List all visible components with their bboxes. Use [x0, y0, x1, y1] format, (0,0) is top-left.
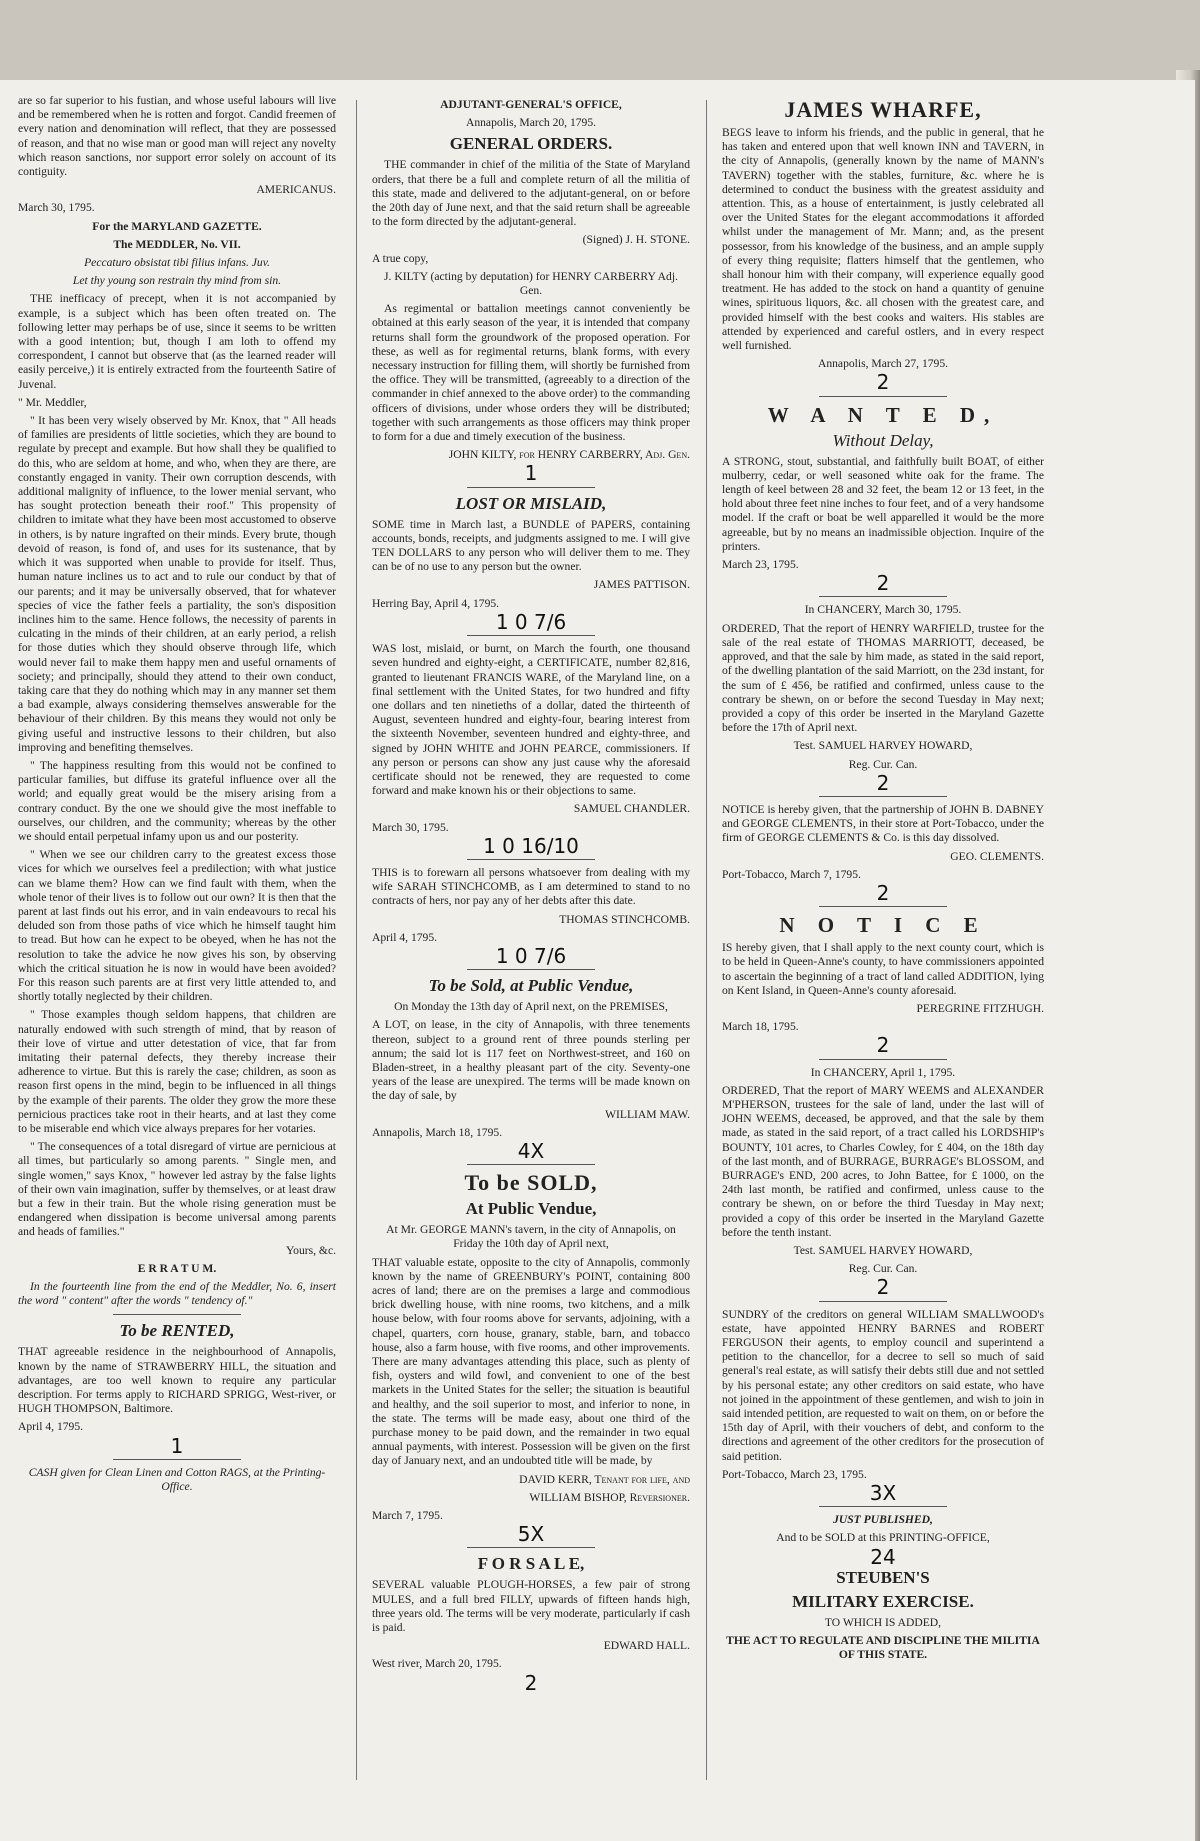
date-line: Herring Bay, April 4, 1795. — [372, 596, 500, 610]
lost-text: SOME time in March last, a BUNDLE of PAPERS, containing accounts, bonds, receipts, and judgments assigned to me. I will give TEN DOLLARS to any person who will deliver them to me. They can be of no use to any person but the owner. — [372, 517, 690, 574]
date-line: Annapolis, March 27, 1795. — [817, 357, 949, 371]
divider — [467, 635, 594, 636]
signature: JAMES PATTISON. — [593, 578, 690, 592]
signed-line: (Signed) J. H. STONE. — [582, 233, 690, 247]
divider — [113, 1314, 240, 1315]
date-line: March 30, 1795. — [372, 820, 449, 834]
column-middle — [372, 94, 690, 1695]
divider — [819, 906, 948, 907]
divider — [113, 1459, 240, 1460]
chancery-text: ORDERED, That the report of HENRY WARFIELD, trustee for the sale of the real estate of THOMAS MARRIOTT, deceased, be approved, and that the sale by him made, as stated in the said report, of the dwelling plantation of the said Marriott, on the 23d instant, for the sum of £ 456, be ratified and confirmed, unless cause to the contrary be shewn, on or before the second Tuesday in May next; provided a copy of this order be inserted in the Maryland Gazette before the 17th of April next. — [722, 621, 1044, 735]
wanted-subheading: Without Delay, — [832, 430, 934, 450]
signature: GEO. CLEMENTS. — [950, 849, 1044, 863]
handwritten-mark: 2 — [876, 370, 890, 395]
meddler-paragraph: " Those examples though seldom happens, that children are naturally endowed with such strength of mind, that by reason of their love of virtue and utter detestation of vice, that far from imitating their paternal defects, they thereby increase their adherence to virtue. But this is rarely the case; children, as soon as reason first opens in the mind, begin to be influenced in all things by the example of their parents. The older they grow the more these pernicious practices take root in their hearts, and at last they come to be miserable end which vice always prepares for her votaries. — [18, 1008, 336, 1136]
book-title: STEUBEN'S — [836, 1567, 930, 1587]
rent-heading: To be RENTED, — [119, 1321, 235, 1341]
published-heading: JUST PUBLISHED, — [833, 1513, 933, 1527]
signature: WILLIAM BISHOP, Reversioner. — [529, 1490, 690, 1504]
office-heading: ADJUTANT-GENERAL'S OFFICE, — [440, 98, 622, 111]
sundry-text: SUNDRY of the creditors on general WILLIAM SMALLWOOD's estate, have appointed HENRY BARNES and ROBERT FERGUSON their agents, to employ council and superintend a petition to the chancellor, for a decree to sell so much of said general's real estate, as will satisfy their debts still due and not settled by his personal estate; any other creditors on said estate, who have not joined in the appointment of these gentlemen, and wish to join in said intended petition, are requested to wait on them, on or before the 15th day of April, with their vouchers of debt, and conform to the directions and agreement of the other creditors for the prosecution of said petition. — [722, 1307, 1044, 1463]
meddler-paragraph: THE inefficacy of precept, when it is not accompanied by example, is a subject which has been often treated on. The following letter may perhaps be of use, since it seems to be written with a good intention; but, though I am loth to offend my correspondent, I cannot but observe that (as the learned reader will easily perceive,) it is entirely extracted from the fourteenth Satire of Juvenal. — [18, 292, 336, 391]
handwritten-mark: 2 — [876, 571, 890, 596]
chancery-heading: In CHANCERY, April 1, 1795. — [810, 1065, 956, 1079]
top-scan-margin — [0, 0, 1200, 80]
date-line: Port-Tobacco, March 7, 1795. — [722, 867, 861, 881]
handwritten-mark: 2 — [876, 1275, 890, 1300]
date-line: March 30, 1795. — [18, 201, 95, 215]
divider — [819, 796, 948, 797]
column-rule — [356, 100, 357, 1780]
orders-text: THE commander in chief of the militia of the State of Maryland orders, that there be a full and complete return of all the militia of this state, made and delivered to the adjutant-general, on or before the 20th day of June next, and that the said return shall be agreeable to the form directed by the adjutant-general. — [372, 158, 690, 229]
vendue-heading: To be Sold, at Public Vendue, — [428, 976, 634, 996]
handwritten-mark: 1 0 7/6 — [495, 609, 567, 634]
section-heading: For the MARYLAND GAZETTE. — [92, 219, 262, 233]
handwritten-mark: 2 — [876, 880, 890, 905]
handwritten-mark: 2 — [876, 1033, 890, 1058]
wanted-text: A STRONG, stout, substantial, and faithfully built BOAT, of either mulberry, cedar, or well seasoned white oak for the frame. The length of keel between 28 and 32 feet, the beam 12 or 13 feet, in the hold about three feet nine inches to four feet, and of a very handsome model. If the craft or boat be well apparelled it would be the more agreeable, but by no means an inadmissible objection. Inquire of the printers. — [722, 454, 1044, 553]
meddler-salutation: " Mr. Meddler, — [18, 395, 87, 409]
handwritten-mark: 5X — [517, 1522, 545, 1547]
vendue-subheading: On Monday the 13th day of April next, on the PREMISES, — [394, 1000, 668, 1014]
notice-text: IS hereby given, that I shall apply to the next county court, which is to be held in Queen-Anne's county, to have commissioners appointed to ascertain the beginning of a tract of land called ADDITION, lying on Kent Island, in Queen-Anne's county aforesaid. — [722, 941, 1044, 997]
meddler-paragraph: " It has been very wisely observed by Mr. Knox, that " All heads of families are presidents of little societies, which they are bound to regulate by precept and example. But how shall they be qualified to do this, who are seldom at home, and who, when they are there, are constantly engaged in vanity. Their own corruption descends, with additional malignity of influence, to the lower menial servant, who has sought protection beneath their roof." This propensity of children to imitate what they have been most accustomed to observe in others, is by nature ingrafted on their minds. Every brute, though devoid of reason, is fond of, and uses for its sustenance, that by which it was supported when unable to provide for itself. Thus, human nature inclines us to act and to rule our conduct by that of our parents; and it may be universally observed, that for whatever species of vice the father feels a partiality, the son's disposition inclines him to the same. Hence follows, the necessity of parents in culcating in the minds of their children, at an early period, a relish for those duties which they should observe through life, which would never fail to make them happy men and useful ornaments of society; and principally, should they attend to their own conduct, taking care that they do nothing which may in any manner set them a bad example, always considering themselves answerable for the behaviour of their children. By this means they would not only be giving useful and instructive lessons to their children, but also improving and benefiting themselves. — [18, 414, 336, 754]
signature: EDWARD HALL. — [603, 1639, 690, 1653]
meddler-heading: The MEDDLER, No. VII. — [113, 237, 241, 251]
published-subheading: And to be SOLD at this PRINTING-OFFICE, — [776, 1531, 990, 1545]
date-line: April 4, 1795. — [18, 1420, 84, 1434]
notice-text: NOTICE is hereby given, that the partnership of JOHN B. DABNEY and GEORGE CLEMENTS, in their store at Port-Tobacco, under the firm of GEORGE CLEMENTS & Co. is this day dissolved. — [722, 802, 1044, 845]
motto-english: Let thy young son restrain thy mind from sin. — [72, 274, 282, 288]
wharfe-text: BEGS leave to inform his friends, and the public in general, that he has taken and entered upon that well known INN and TAVERN, in the city of Annapolis, (generally known by the name of MANN's TAVERN) together with the stables, furniture, &c. where he is determined to conduct the business with the greatest assiduity and attention. This, as a house of entertainment, is justly celebrated all over the United States for the elegant accommodations it afforded whilst under the management of Mr. Mann; and, as the present possessor, from his knowledge of the business, and an ample supply of every thing requisite; flatters himself that the gentlemen, who shall honour him with their company, will experience equally good treatment. He has added to the stock on hand a quantity of genuine wines, spirituous liquors, &c. all chosen with the greatest care, and provided himself with the best cooks and waiters. His stables are attended by experienced and careful ostlers, and in every respect well furnished. — [722, 126, 1044, 353]
test-line: Test. SAMUEL HARVEY HOWARD, — [793, 1244, 973, 1257]
date-line: Port-Tobacco, March 23, 1795. — [722, 1467, 867, 1481]
erratum-heading: E R R A T U M. — [137, 1261, 217, 1275]
notice-heading: N O T I C E — [779, 913, 987, 938]
newspaper-page — [0, 80, 1195, 1841]
divider — [819, 396, 948, 397]
sold-subheading: At Public Vendue, — [465, 1199, 597, 1219]
date-line: West river, March 20, 1795. — [372, 1657, 502, 1671]
test-line: Test. SAMUEL HARVEY HOWARD, — [793, 739, 973, 753]
date-line: Annapolis, March 18, 1795. — [372, 1125, 503, 1139]
sold-location: At Mr. GEORGE MANN's tavern, in the city of Annapolis, on Friday the 10th day of April next, — [386, 1223, 676, 1251]
signature: SAMUEL CHANDLER. — [573, 802, 690, 816]
erratum-text: In the fourteenth line from the end of the Meddler, No. 6, insert the word " content" after the words " tendency of." — [18, 1280, 336, 1308]
wharfe-heading: JAMES WHARFE, — [784, 97, 982, 122]
stinchcomb-text: THIS is to forewarn all persons whatsoever from dealing with my wife SARAH STINCHCOMB, as I am determined to stand to no contracts of hers, nor pay any of her debts after this date. — [372, 865, 690, 908]
sold-text: THAT valuable estate, opposite to the city of Annapolis, commonly known by the name of GREENBURY's POINT, containing 800 acres of land; there are on the premises a large and commodious brick dwelling house, with nine rooms, two kitchens, and a milk house below, with four rooms above for servants, adjoining, with a chapel, quarters, corn house, granary, stable, barn, and tobacco house, also a farm house, with five rooms, and other improvements. There are many advantages attending this place, such as plenty of fish, oysters and wild fowl, and convenient to one of the best markets in the United States for the seller; the situation is beautiful and healthy, and the soil superior to most, and inferior to none, in the state. The terms will be made easy, about one third of the purchase money to be paid down, and the remainder in two equal annual payments, with interest. Possession will be given on the first day of January next, and an undoubted title will be made, by — [372, 1255, 690, 1468]
divider — [819, 1059, 948, 1060]
column-rule — [706, 100, 707, 1780]
book-title: MILITARY EXERCISE. — [792, 1591, 974, 1611]
handwritten-mark: 1 0 16/10 — [483, 833, 579, 858]
meddler-paragraph: " When we see our children carry to the greatest excess those vices for which we ourselves feel a predilection; with what justice can we blame them? How can we find fault with them, when the whole tenor of their lives is to follow out our own? It is then that the parent at last finds out his error, and in vain endeavours to recal his deluded son from those paths of vice which he himself taught him to tread. But how can he expect to be obeyed, when he has not the resolution to take the advice he now gives his son, by observing which the critical situation he is now in would have been avoided? For this reason such parents are at first very little attended to, and shortly totally neglected by their children. — [18, 848, 336, 1004]
divider — [819, 1506, 948, 1507]
sold-heading: To be SOLD, — [464, 1170, 598, 1196]
divider — [467, 969, 594, 970]
date-line: March 7, 1795. — [372, 1509, 443, 1523]
chancery-heading: In CHANCERY, March 30, 1795. — [804, 603, 962, 617]
handwritten-mark: 2 — [876, 770, 890, 795]
divider — [467, 1547, 594, 1548]
act-title: THE ACT TO REGULATE AND DISCIPLINE THE MILITIA OF THIS STATE. — [726, 1634, 1040, 1662]
true-copy: A true copy, — [372, 251, 429, 265]
handwritten-mark: 1 0 7/6 — [495, 943, 567, 968]
added-line: TO WHICH IS ADDED, — [824, 1615, 942, 1629]
handwritten-mark: 1 — [170, 1433, 184, 1458]
orders-heading: GENERAL ORDERS. — [449, 134, 613, 154]
letter-closing: Yours, &c. — [285, 1243, 336, 1257]
handwritten-mark: 24 — [870, 1544, 896, 1569]
forsale-heading: F O R S A L E, — [477, 1554, 585, 1574]
column-right — [722, 94, 1044, 1666]
kilty-line: J. KILTY (acting by deputation) for HENRY CARBERRY Adj. Gen. — [384, 269, 678, 298]
vendue-text: A LOT, on lease, in the city of Annapolis, with three tenements thereon, subject to a ground rent of three pounds sterling per annum; the said lot is 117 feet on Northwest-street, and 160 on Bladen-street, in a healthy pleasant part of the city. Seventy-one years of the lease are unexpired. The terms will be made known on the day of sale, by — [372, 1018, 690, 1103]
signature: THOMAS STINCHCOMB. — [559, 912, 690, 926]
divider — [819, 1301, 948, 1302]
divider — [467, 859, 594, 860]
chancery-text: ORDERED, That the report of MARY WEEMS and ALEXANDER M'PHERSON, trustees for the sale of land, under the last will of JOHN WEEMS, deceased, be approved, and that the sale by them made, as stated in the said report, of a tract called his LORDSHIP's BOUNTY, 101 acres, to Charles Cowley, for £ 404, on the 18th day of the last month, and of BURRAGE, BURRAGE's BLOSSOM, and BURRAGE's END, 200 acres, to John Battee, for £ 1000, on the 24th last month, be ratified and confirmed, unless cause to the contrary be shewn, on or before the third Tuesday in May next; provided a copy of this order be inserted in the Maryland Gazette before the tenth instant. — [722, 1083, 1044, 1239]
handwritten-mark: 4X — [517, 1138, 545, 1163]
registrar-line: Reg. Cur. Can. — [848, 757, 918, 771]
divider — [467, 1164, 594, 1165]
lost-heading: LOST OR MISLAID, — [455, 493, 607, 513]
signature: JOHN KILTY, for HENRY CARBERRY, Adj. Gen. — [448, 448, 690, 462]
signature: PEREGRINE FITZHUGH. — [916, 1001, 1044, 1015]
meddler-paragraph: " The consequences of a total disregard of virtue are pernicious at all times, but particularly so among parents. " Single men, and single women," says Knox, " however led astray by the false lights of their own vain imagination, suffer by themselves, or at least draw but a few in their train. But the whole rising generation must be endangered when dissipation is become universal among parents and heads of families." — [18, 1140, 336, 1239]
rent-text: THAT agreeable residence in the neighbourhood of Annapolis, known by the name of STRAWBERRY HILL, the situation and advantages, are too well known to require any particular description. For terms apply to RICHARD SPRIGG, West-river, or HUGH THOMPSON, Baltimore. — [18, 1345, 336, 1416]
certificate-text: WAS lost, mislaid, or burnt, on March the fourth, one thousand seven hundred and eighty-eight, a CERTIFICATE, number 82,816, granted to lieutenant FRANCIS WARE, of the Maryland line, on a final settlement with the United States, for two hundred and fifty one dollars and ten ninetieths of a dollar, dated the thirteenth of August, seventeen hundred and eighty-four, bearing interest from the sixteenth November, seventeen hundred and eighty-three, and signed by JOHN WHITE and JOHN PEARCE, commissioners. If any person or persons can show any just cause why the aforesaid certificate should not be renewed, they are requested to come forward and make known his or their objections to same. — [372, 642, 690, 798]
date-line: April 4, 1795. — [372, 930, 438, 944]
registrar-line: Reg. Cur. Can. — [848, 1262, 918, 1276]
column-left — [18, 94, 336, 1498]
divider — [819, 596, 948, 597]
forsale-text: SEVERAL valuable PLOUGH-HORSES, a few pair of strong MULES, and a full bred FILLY, upwards of fifteen hands high, three years old. The terms will be very moderate, particularly if cash is paid. — [372, 1578, 690, 1635]
divider — [467, 487, 594, 488]
signature: AMERICANUS. — [256, 183, 336, 197]
handwritten-mark: 3X — [869, 1481, 897, 1506]
meddler-paragraph: " The happiness resulting from this would not be confined to particular families, but diffuse its grateful influence over all the world; and equally great would be the misery arising from a contrary conduct. By the one we should give the most ineffable to ourselves, our children, and the community; whereas by the other we should entail perpetual infamy upon us and our posterity. — [18, 758, 336, 843]
date-line: Annapolis, March 20, 1795. — [465, 116, 597, 130]
signature: WILLIAM MAW. — [605, 1107, 690, 1121]
wanted-heading: W A N T E D, — [767, 402, 999, 427]
americanus-letter-end: are so far superior to his fustian, and whose useful labours will live and be remembered when he is rotten and forgot. Candid freemen of every nation and denomination will reflect, that they are possessed of reason, and that no wise man or good man will reject any novelty which reason sanctions, nor support error solely on account of its contiguity. — [18, 94, 336, 179]
date-line: March 18, 1795. — [722, 1020, 799, 1034]
signature: DAVID KERR, Tenant for life, and — [519, 1472, 690, 1486]
handwritten-mark: 1 — [524, 461, 538, 486]
motto-latin: Peccaturo obsistat tibi filius infans. Juv. — [84, 256, 270, 270]
date-line: March 23, 1795. — [722, 558, 799, 572]
orders-text: As regimental or battalion meetings cannot conveniently be obtained at this early season of the year, it is intended that company returns shall form the groundwork of the proposed operation. For these, as well as for regimental returns, blank forms, with every necessary instruction for filling them, will shortly be furnished from the office. They will be transmitted, (agreeably to a direction of the commander in chief annexed to the above order) to the commanding officers of divisions, under whose orders they will be distributed; together with such arrangements as those officers may think proper to form for a due and timely execution of the business. — [372, 302, 690, 444]
rags-notice: CASH given for Clean Linen and Cotton RAGS, at the Printing-Office. — [28, 1465, 326, 1494]
handwritten-mark: 2 — [524, 1670, 538, 1695]
